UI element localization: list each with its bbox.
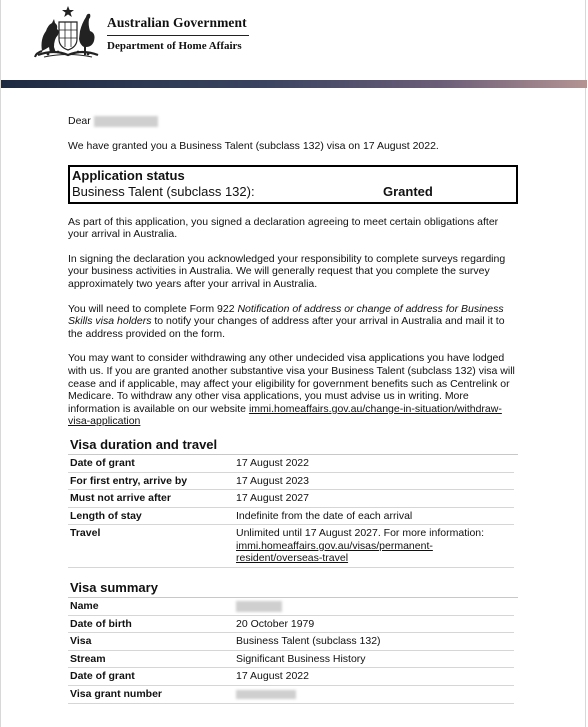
row-label: Stream: [68, 650, 234, 668]
status-value: Granted: [383, 183, 433, 199]
row-value: [234, 686, 514, 704]
row-label: For first entry, arrive by: [68, 472, 234, 490]
row-label: Date of grant: [68, 668, 234, 686]
coat-of-arms-icon: [34, 5, 102, 61]
salutation-text: Dear: [68, 115, 91, 127]
table-row: [68, 686, 514, 704]
redacted-name-value: [236, 601, 282, 612]
visa-summary-section: [68, 580, 518, 704]
redacted-grant-number: [236, 690, 296, 699]
table-row: [68, 633, 514, 651]
department-name: Department of Home Affairs: [107, 40, 242, 52]
header-gradient-bar: [1, 80, 587, 88]
form-922-text-b: to notify your changes of address after your arrival in Australia and mail it to the address provided on the form.: [68, 315, 505, 340]
paragraph-form-922: [68, 303, 518, 341]
table-row: [68, 472, 514, 490]
status-row: [72, 184, 516, 200]
form-922-text-a: You will need to complete Form 922: [68, 302, 238, 315]
row-value: 17 August 2027: [234, 490, 514, 508]
paragraph-surveys: In signing the declaration you acknowledged your responsibility to complete surveys regarding your business activities in Australia. We will generally request that you complete the survey approximately two years after your arrival in Australia.: [68, 252, 506, 290]
row-value: Business Talent (subclass 132): [234, 633, 514, 651]
paragraph-withdraw: [68, 352, 518, 428]
row-label: Travel: [68, 525, 234, 568]
duration-title: Visa duration and travel: [68, 437, 518, 455]
table-row: [68, 598, 514, 615]
salutation: [68, 115, 518, 128]
form-922-title: Notification of address or change of address for Business Skills visa holders: [68, 302, 504, 328]
row-value: 17 August 2022: [234, 455, 514, 472]
row-label: Date of birth: [68, 615, 234, 633]
row-value: [234, 598, 514, 615]
row-value: Indefinite from the date of each arrival: [234, 507, 514, 525]
row-value: 17 August 2023: [234, 472, 514, 490]
status-title: Application status: [72, 167, 185, 183]
table-row: [68, 525, 514, 568]
application-status-box: [68, 165, 518, 204]
travel-link[interactable]: immi.homeaffairs.gov.au/visas/permanent-resident/overseas-travel: [236, 539, 433, 565]
table-row: [68, 650, 514, 668]
row-label: Name: [68, 598, 234, 615]
row-label: Length of stay: [68, 507, 234, 525]
visa-duration-section: [68, 437, 518, 568]
status-label: Business Talent (subclass 132):: [72, 183, 255, 199]
duration-table: [68, 455, 514, 568]
row-label: Date of grant: [68, 455, 234, 472]
table-row: [68, 455, 514, 472]
row-value: 20 October 1979: [234, 615, 514, 633]
row-value: 17 August 2022: [234, 668, 514, 686]
letterhead-divider: [107, 35, 249, 36]
table-row: [68, 507, 514, 525]
row-value: Significant Business History: [234, 650, 514, 668]
travel-text: Unlimited until 17 August 2027. For more information:: [236, 527, 485, 540]
letterhead: [1, 0, 587, 80]
paragraph-obligations: As part of this application, you signed a declaration agreeing to meet certain obligations after your arrival in Australia.: [68, 215, 499, 241]
table-row: [68, 668, 514, 686]
row-label: Must not arrive after: [68, 490, 234, 508]
government-name: Australian Government: [107, 15, 247, 30]
grant-statement: We have granted you a Business Talent (subclass 132) visa on 17 August 2022.: [68, 140, 439, 152]
row-label: Visa: [68, 633, 234, 651]
withdraw-text: You may want to consider withdrawing any other undecided visa applications you have lodged with us. If you are granted another substantive visa your Business Talent (subclass 132) visa will cease and if applicable, may affect your eligibility for government benefits such as Centrelink or Medicare. To withdraw any other visa applications, you must advise us in writing. More information is available on our website: [68, 352, 515, 415]
letter-body: [68, 115, 518, 704]
row-label: Visa grant number: [68, 686, 234, 704]
summary-table: [68, 598, 514, 704]
table-row: [68, 490, 514, 508]
summary-title: Visa summary: [68, 580, 518, 598]
table-row: [68, 615, 514, 633]
row-value: [234, 525, 514, 568]
redacted-name: [94, 116, 158, 127]
withdraw-link[interactable]: immi.homeaffairs.gov.au/change-in-situation/withdraw-visa-application: [68, 402, 502, 428]
